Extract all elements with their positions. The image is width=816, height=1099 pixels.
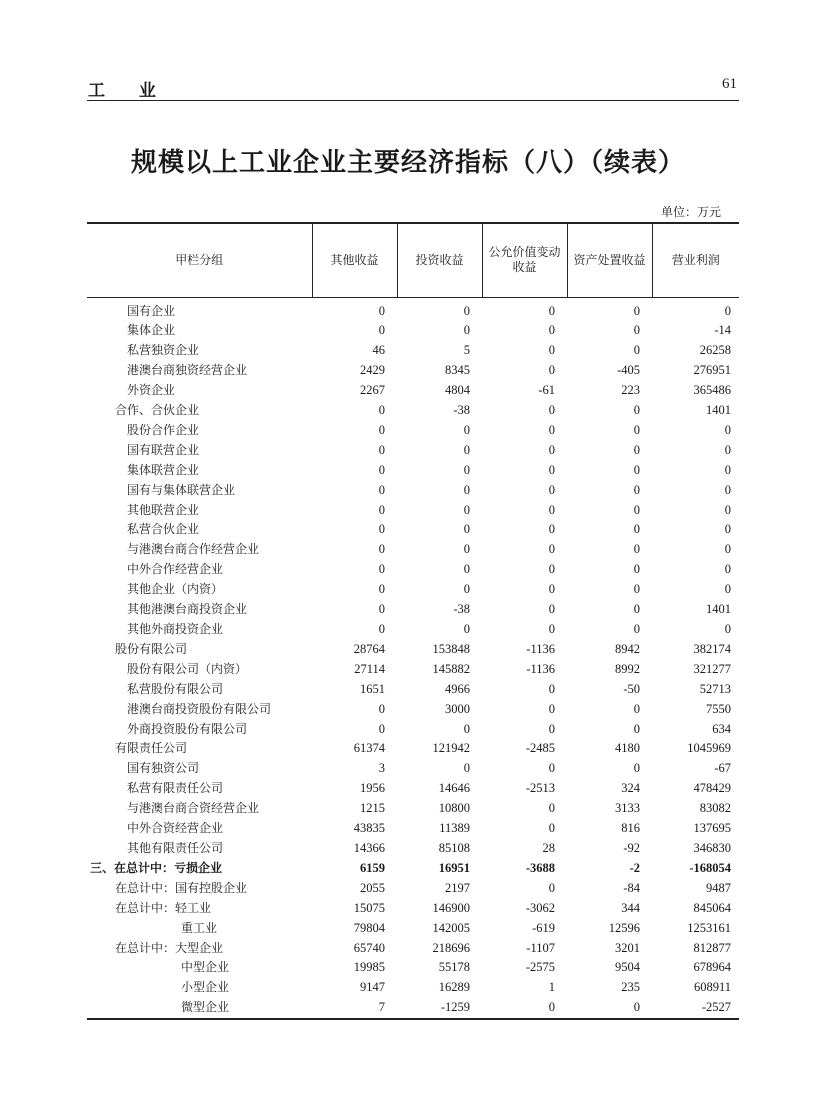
cell-value: 812877 [693, 940, 731, 955]
cell-value: 0 [378, 562, 385, 577]
cell-value: 0 [378, 522, 385, 537]
table-row [87, 680, 739, 700]
cell-value: 9147 [360, 980, 385, 995]
table-row [87, 461, 739, 481]
cell-value: 365486 [693, 383, 731, 398]
cell-value: 0 [633, 582, 640, 597]
cell-value: 0 [463, 422, 470, 437]
unit-label: 单位：万元 [660, 205, 721, 219]
cell-value: 6159 [360, 860, 385, 875]
cell-value: 0 [463, 761, 470, 776]
cell-value: 0 [724, 462, 731, 477]
cell-value: 0 [633, 343, 640, 358]
row-label: 私营股份有限公司 [127, 681, 224, 696]
cell-value: -1259 [397, 998, 482, 1019]
cell-value: 0 [548, 622, 555, 636]
cell-value: 0 [463, 442, 470, 457]
cell-value: 0 [548, 681, 555, 696]
cell-value: 121942 [432, 741, 470, 756]
cell-value: -92 [623, 840, 640, 855]
cell-value: 0 [378, 403, 385, 418]
row-label: 三、在总计中：亏损企业 [90, 860, 223, 875]
table-row [87, 401, 739, 421]
cell-value: 235 [621, 980, 640, 995]
cell-value: 27114 [354, 661, 385, 676]
table-row [87, 958, 739, 978]
cell-value: 634 [712, 721, 731, 736]
cell-value: -405 [617, 363, 640, 378]
cell-value: 0 [463, 622, 470, 636]
cell-value: 0 [724, 582, 731, 597]
cell-value: 1253161 [687, 920, 731, 935]
cell-value: 1956 [360, 781, 385, 796]
cell-value: 7 [312, 998, 397, 1019]
cell-value: 4804 [445, 383, 470, 398]
row-label: 在总计中：大型企业 [115, 940, 224, 955]
cell-value: 346830 [693, 840, 731, 855]
table-row [87, 899, 739, 919]
cell-value: 0 [548, 363, 555, 378]
cell-value: 0 [633, 323, 640, 338]
table-header-row [87, 223, 739, 297]
cell-value: 276951 [693, 363, 731, 378]
cell-value: 8345 [445, 363, 470, 378]
cell-value: -1136 [526, 661, 555, 676]
row-label: 中外合作经营企业 [127, 562, 224, 577]
cell-value: 0 [548, 542, 555, 557]
cell-value: 324 [621, 781, 640, 796]
table-row [87, 321, 739, 341]
cell-value: 3 [378, 761, 385, 776]
cell-value: 8942 [615, 641, 640, 656]
cell-value: -2485 [525, 741, 555, 756]
cell-value: 0 [724, 562, 731, 577]
row-label: 国有独资公司 [127, 761, 200, 776]
cell-value: 0 [548, 422, 555, 437]
cell-value: 61374 [353, 741, 385, 756]
cell-value: 678964 [693, 960, 731, 975]
row-label: 港澳台商独资经营企业 [127, 363, 248, 378]
cell-value: 1401 [706, 602, 731, 617]
cell-value: 0 [482, 998, 567, 1019]
row-label: 外商投资股份有限公司 [127, 721, 248, 736]
cell-value: 0 [463, 303, 470, 318]
row-label: 私营有限责任公司 [127, 781, 224, 796]
row-label: 其他联营企业 [127, 502, 200, 517]
table-row [87, 600, 739, 620]
table-row [87, 859, 739, 879]
cell-value: 46 [372, 343, 385, 358]
cell-value: 12596 [608, 920, 640, 935]
table-row [87, 839, 739, 859]
cell-value: 0 [548, 821, 555, 836]
cell-value: 0 [463, 562, 470, 577]
cell-value: 0 [633, 502, 640, 517]
table-row [87, 540, 739, 560]
cell-value: -38 [453, 602, 470, 617]
row-label: 在总计中：国有控股企业 [115, 880, 248, 895]
cell-value: 7550 [706, 701, 731, 716]
row-label: 集体企业 [127, 323, 176, 338]
cell-value: 85108 [438, 840, 470, 855]
cell-value: 0 [633, 422, 640, 437]
column-header-other-income: 其他收益 [312, 223, 397, 297]
cell-value: -3688 [525, 860, 555, 875]
cell-value: 26258 [699, 343, 731, 358]
cell-value: 9504 [615, 960, 640, 975]
cell-value: 1651 [360, 681, 385, 696]
cell-value: 0 [378, 303, 385, 318]
cell-value: -67 [714, 761, 731, 776]
row-label: 外资企业 [127, 383, 176, 398]
row-label: 其他港澳台商投资企业 [127, 602, 248, 617]
column-header-group: 甲栏分组 [87, 223, 312, 297]
cell-value: 0 [633, 701, 640, 716]
cell-value: 2267 [360, 383, 385, 398]
header-rule [87, 100, 739, 101]
table-row [87, 799, 739, 819]
cell-value: 8992 [615, 661, 640, 676]
cell-value: 0 [378, 542, 385, 557]
cell-value: 83082 [699, 801, 731, 816]
cell-value: 223 [621, 383, 640, 398]
table-row [87, 759, 739, 779]
table-row [87, 660, 739, 680]
table-row [87, 779, 739, 799]
cell-value: 344 [621, 900, 640, 915]
table-row [87, 520, 739, 540]
cell-value: 0 [633, 542, 640, 557]
cell-value: -14 [714, 323, 731, 338]
cell-value: 0 [548, 442, 555, 457]
table-row [87, 919, 739, 939]
row-label: 与港澳台商合作经营企业 [127, 542, 260, 557]
cell-value: 0 [724, 482, 731, 497]
cell-value: 0 [548, 701, 555, 716]
cell-value: 0 [633, 602, 640, 617]
row-label: 中外合资经营企业 [127, 821, 224, 836]
cell-value: -1107 [526, 940, 555, 955]
cell-value: -38 [453, 403, 470, 418]
cell-value: 0 [633, 761, 640, 776]
cell-value: 2429 [360, 363, 385, 378]
cell-value: 0 [633, 721, 640, 736]
table-row [87, 939, 739, 959]
cell-value: 146900 [432, 900, 470, 915]
cell-value: 0 [548, 343, 555, 358]
row-label: 股份有限公司 [115, 641, 188, 656]
cell-value: -61 [538, 383, 555, 398]
table-row [87, 739, 739, 759]
row-label: 港澳台商投资股份有限公司 [127, 701, 272, 716]
cell-value: 2055 [360, 880, 385, 895]
cell-value: 0 [378, 442, 385, 457]
column-header-operating-profit: 营业利润 [652, 223, 739, 297]
cell-value: 608911 [693, 980, 731, 995]
cell-value: 0 [633, 303, 640, 318]
row-label: 其他有限责任公司 [127, 840, 224, 855]
cell-value: -619 [532, 920, 555, 935]
table-row [87, 580, 739, 600]
table-row [87, 819, 739, 839]
cell-value: 0 [633, 622, 640, 636]
cell-value: 0 [633, 522, 640, 537]
cell-value: 65740 [353, 940, 385, 955]
cell-value: 28764 [353, 641, 385, 656]
cell-value: 0 [724, 422, 731, 437]
table-row [87, 640, 739, 660]
table-row [87, 297, 739, 321]
cell-value: 0 [633, 562, 640, 577]
column-header-asset-disposal-income: 资产处置收益 [567, 223, 652, 297]
row-label: 股份有限公司（内资） [127, 661, 248, 676]
table-row [87, 720, 739, 740]
table-row [87, 361, 739, 381]
cell-value: -2 [629, 860, 640, 875]
cell-value: 16951 [438, 860, 470, 875]
cell-value: 1401 [706, 403, 731, 418]
table-row [87, 381, 739, 401]
cell-value: -2575 [525, 960, 555, 975]
cell-value: 478429 [693, 781, 731, 796]
cell-value: 4180 [615, 741, 640, 756]
cell-value: -168054 [689, 860, 731, 875]
cell-value: 0 [633, 442, 640, 457]
cell-value: 0 [633, 462, 640, 477]
cell-value: 43835 [353, 821, 385, 836]
cell-value: 145882 [432, 661, 470, 676]
table-row [87, 441, 739, 461]
cell-value: 0 [378, 721, 385, 736]
row-label: 股份合作企业 [127, 422, 200, 437]
cell-value: 0 [724, 442, 731, 457]
page-title: 规模以上工业企业主要经济指标（八）（续表） [130, 148, 685, 178]
column-header-investment-income: 投资收益 [397, 223, 482, 297]
cell-value: 0 [633, 482, 640, 497]
cell-value: -50 [623, 681, 640, 696]
table-row [87, 421, 739, 441]
cell-value: 0 [548, 602, 555, 617]
table-row [87, 620, 739, 640]
cell-value: 0 [548, 403, 555, 418]
cell-value: -3062 [525, 900, 555, 915]
cell-value: 5 [463, 343, 470, 358]
table-row [87, 341, 739, 361]
cell-value: 382174 [693, 641, 731, 656]
cell-value: 1045969 [687, 741, 731, 756]
cell-value: 0 [378, 602, 385, 617]
cell-value: 0 [548, 562, 555, 577]
cell-value: 0 [378, 582, 385, 597]
cell-value: 142005 [432, 920, 470, 935]
table-row [87, 700, 739, 720]
cell-value: -84 [623, 880, 640, 895]
table-row [87, 879, 739, 899]
cell-value: 0 [378, 502, 385, 517]
cell-value: 11389 [439, 821, 470, 836]
column-header-fair-value-gain: 公允价值变动收益 [482, 223, 567, 297]
table-row [87, 998, 739, 1019]
cell-value: 0 [548, 482, 555, 497]
row-label: 与港澳台商合资经营企业 [127, 801, 260, 816]
row-label: 其他企业（内资） [127, 582, 224, 597]
cell-value: 0 [633, 403, 640, 418]
cell-value: -2527 [652, 998, 739, 1019]
cell-value: 0 [724, 502, 731, 517]
cell-value: 3201 [615, 940, 640, 955]
cell-value: 0 [378, 701, 385, 716]
cell-value: 0 [463, 502, 470, 517]
cell-value: 816 [621, 821, 640, 836]
cell-value: 0 [463, 323, 470, 338]
cell-value: 0 [548, 721, 555, 736]
cell-value: 0 [724, 542, 731, 557]
row-label: 其他外商投资企业 [127, 622, 224, 636]
cell-value: 0 [463, 482, 470, 497]
table-row [87, 978, 739, 998]
cell-value: 0 [724, 622, 731, 636]
cell-value: -1136 [526, 641, 555, 656]
row-label: 集体联营企业 [127, 462, 200, 477]
cell-value: 137695 [693, 821, 731, 836]
row-label: 有限责任公司 [115, 741, 188, 756]
cell-value: 4966 [445, 681, 470, 696]
row-label: 国有联营企业 [127, 442, 200, 457]
table-body [87, 297, 739, 1019]
cell-value: 79804 [353, 920, 385, 935]
table-row [87, 481, 739, 501]
cell-value: 14366 [353, 840, 385, 855]
table-row [87, 560, 739, 580]
cell-value: 1 [548, 980, 555, 995]
cell-value: 0 [548, 801, 555, 816]
cell-value: 153848 [432, 641, 470, 656]
cell-value: 321277 [693, 661, 731, 676]
cell-value: 0 [548, 761, 555, 776]
row-label: 国有与集体联营企业 [127, 482, 236, 497]
cell-value: 10800 [438, 801, 470, 816]
cell-value: 3133 [615, 801, 640, 816]
cell-value: 9487 [706, 880, 731, 895]
cell-value: 0 [567, 998, 652, 1019]
cell-value: 0 [463, 582, 470, 597]
row-label: 在总计中：轻工业 [115, 900, 212, 915]
row-label: 重工业 [181, 920, 218, 935]
cell-value: 0 [548, 303, 555, 318]
cell-value: 0 [548, 323, 555, 338]
cell-value: 0 [378, 323, 385, 338]
cell-value: 2197 [445, 880, 470, 895]
cell-value: 15075 [353, 900, 385, 915]
cell-value: 14646 [438, 781, 470, 796]
cell-value: 0 [378, 462, 385, 477]
cell-value: 0 [463, 462, 470, 477]
cell-value: 0 [724, 522, 731, 537]
cell-value: 55178 [438, 960, 470, 975]
cell-value: 0 [724, 303, 731, 318]
row-label: 私营独资企业 [127, 343, 200, 358]
row-label: 国有企业 [127, 303, 176, 318]
section-header: 工 业 [88, 81, 170, 101]
cell-value: 0 [463, 522, 470, 537]
cell-value: 0 [548, 522, 555, 537]
cell-value: 0 [463, 721, 470, 736]
indicator-table [87, 222, 739, 1020]
table-row [87, 501, 739, 521]
row-label: 中型企业 [181, 960, 230, 975]
cell-value: 28 [542, 840, 555, 855]
row-label: 合作、合伙企业 [115, 403, 200, 418]
cell-value: 0 [548, 462, 555, 477]
cell-value: 0 [378, 482, 385, 497]
cell-value: 16289 [438, 980, 470, 995]
cell-value: 0 [378, 422, 385, 437]
cell-value: 52713 [699, 681, 731, 696]
row-label: 小型企业 [181, 980, 230, 995]
row-label: 微型企业 [87, 998, 312, 1019]
cell-value: -2513 [525, 781, 555, 796]
cell-value: 3000 [445, 701, 470, 716]
row-label: 私营合伙企业 [127, 522, 200, 537]
page-number: 61 [722, 76, 737, 92]
cell-value: 845064 [693, 900, 731, 915]
cell-value: 0 [548, 502, 555, 517]
cell-value: 1215 [360, 801, 385, 816]
cell-value: 0 [463, 542, 470, 557]
cell-value: 19985 [353, 960, 385, 975]
cell-value: 0 [548, 880, 555, 895]
cell-value: 218696 [432, 940, 470, 955]
cell-value: 0 [378, 622, 385, 636]
cell-value: 0 [548, 582, 555, 597]
